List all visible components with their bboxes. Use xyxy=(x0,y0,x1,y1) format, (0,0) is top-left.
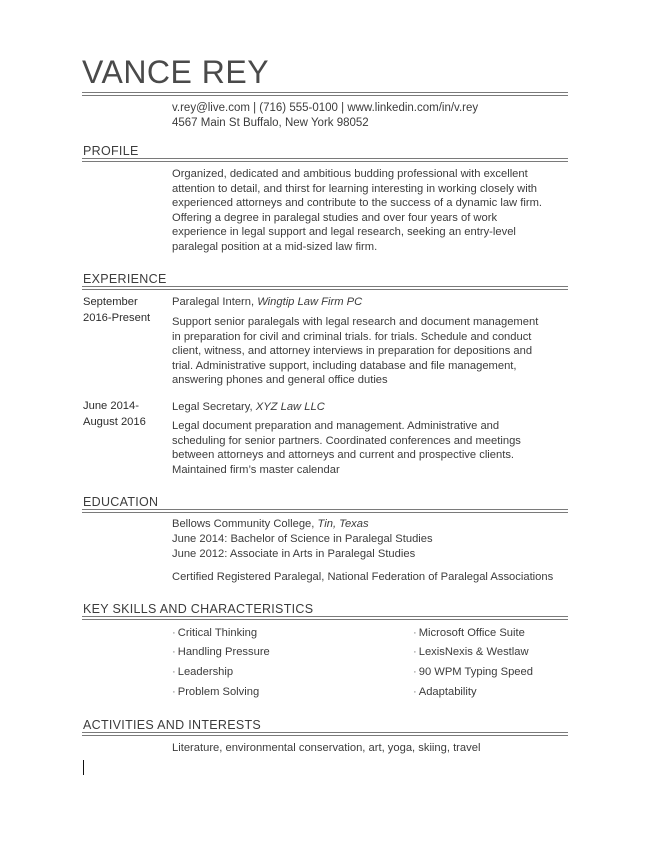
bullet-icon: · xyxy=(413,627,417,639)
education-school xyxy=(172,517,369,532)
job-title xyxy=(172,295,362,310)
job-date xyxy=(83,295,168,326)
skills-divider xyxy=(82,616,568,620)
job-title xyxy=(172,400,325,415)
contact-line: v.rey@live.com | (716) 555-0100 | www.linkedin.com/in/v.rey xyxy=(172,102,479,114)
bullet-icon: · xyxy=(172,646,176,658)
job-company: XYZ Law LLC xyxy=(255,401,325,413)
job-company: Wingtip Law Firm PC xyxy=(257,296,363,308)
job-date-start: September xyxy=(83,296,138,308)
job-date-end: August 2016 xyxy=(83,415,146,428)
job-description: Legal document preparation and management. Administrative and scheduling for senior partners. Coordinated conferences and meetings between attorneys and attorneys and current and prospective clients. Maintained firm’s master calendar xyxy=(172,420,521,476)
section-title-education: EDUCATION xyxy=(83,495,159,509)
text-cursor[interactable] xyxy=(83,760,84,775)
section-title-activities: ACTIVITIES AND INTERESTS xyxy=(83,718,262,732)
skill-item: · 90 WPM Typing Speed xyxy=(413,666,533,678)
skill-item: · Problem Solving xyxy=(172,686,260,698)
bullet-icon: · xyxy=(172,666,176,678)
school-name: Bellows Community College, xyxy=(172,518,318,530)
bullet-icon: · xyxy=(413,666,417,678)
job-description: Support senior paralegals with legal research and document management in preparation for civil and criminal trials. for trials. Schedule and conduct client, witness, and attorney interviews in preparation for depositions and trial. Administrative support, including database and file management, answering phones and general office duties xyxy=(172,316,539,387)
job-role: Paralegal Intern, xyxy=(172,296,258,308)
skill-item: · Microsoft Office Suite xyxy=(413,627,525,639)
skill-item: · Adaptability xyxy=(413,686,477,698)
skill-item: · Leadership xyxy=(172,666,234,678)
header-divider xyxy=(82,92,568,96)
school-location: Tin, Texas xyxy=(317,518,369,530)
job-date-end: 2016-Present xyxy=(83,311,151,324)
section-title-skills: KEY SKILLS AND CHARACTERISTICS xyxy=(83,602,314,616)
profile-text: Organized, dedicated and ambitious budding professional with excellent attention to detail, and thirst for learning interesting in working closely with experienced attorneys and contribute to the success of a dynamic law firm. Offering a degree in paralegal studies and over four years of work experience in legal support and legal research, seeking an entry-level paralegal position at a mid-sized law firm. xyxy=(172,168,542,253)
job-date-start: June 2014- xyxy=(83,400,139,412)
activities-divider xyxy=(82,732,568,736)
job-date xyxy=(83,399,168,430)
section-title-profile: PROFILE xyxy=(83,144,139,158)
education-divider xyxy=(82,509,568,513)
job-role: Legal Secretary, xyxy=(172,401,256,413)
profile-divider xyxy=(82,158,568,162)
skill-item: · Handling Pressure xyxy=(172,646,270,658)
bullet-icon: · xyxy=(413,686,417,698)
education-certification: Certified Registered Paralegal, National Federation of Paralegal Associations xyxy=(172,571,554,583)
section-title-experience: EXPERIENCE xyxy=(83,272,167,286)
experience-divider xyxy=(82,286,568,290)
skill-item: · Critical Thinking xyxy=(172,627,258,639)
bullet-icon: · xyxy=(172,627,176,639)
skill-item: · LexisNexis & Westlaw xyxy=(413,646,529,658)
education-degree: June 2014: Bachelor of Science in Paralegal Studies xyxy=(172,533,433,545)
address-line: 4567 Main St Buffalo, New York 98052 xyxy=(172,117,369,129)
bullet-icon: · xyxy=(172,686,176,698)
candidate-name: VANCE REY xyxy=(82,54,270,90)
education-degree: June 2012: Associate in Arts in Paralegal Studies xyxy=(172,548,416,560)
bullet-icon: · xyxy=(413,646,417,658)
activities-text: Literature, environmental conservation, art, yoga, skiing, travel xyxy=(172,742,481,754)
